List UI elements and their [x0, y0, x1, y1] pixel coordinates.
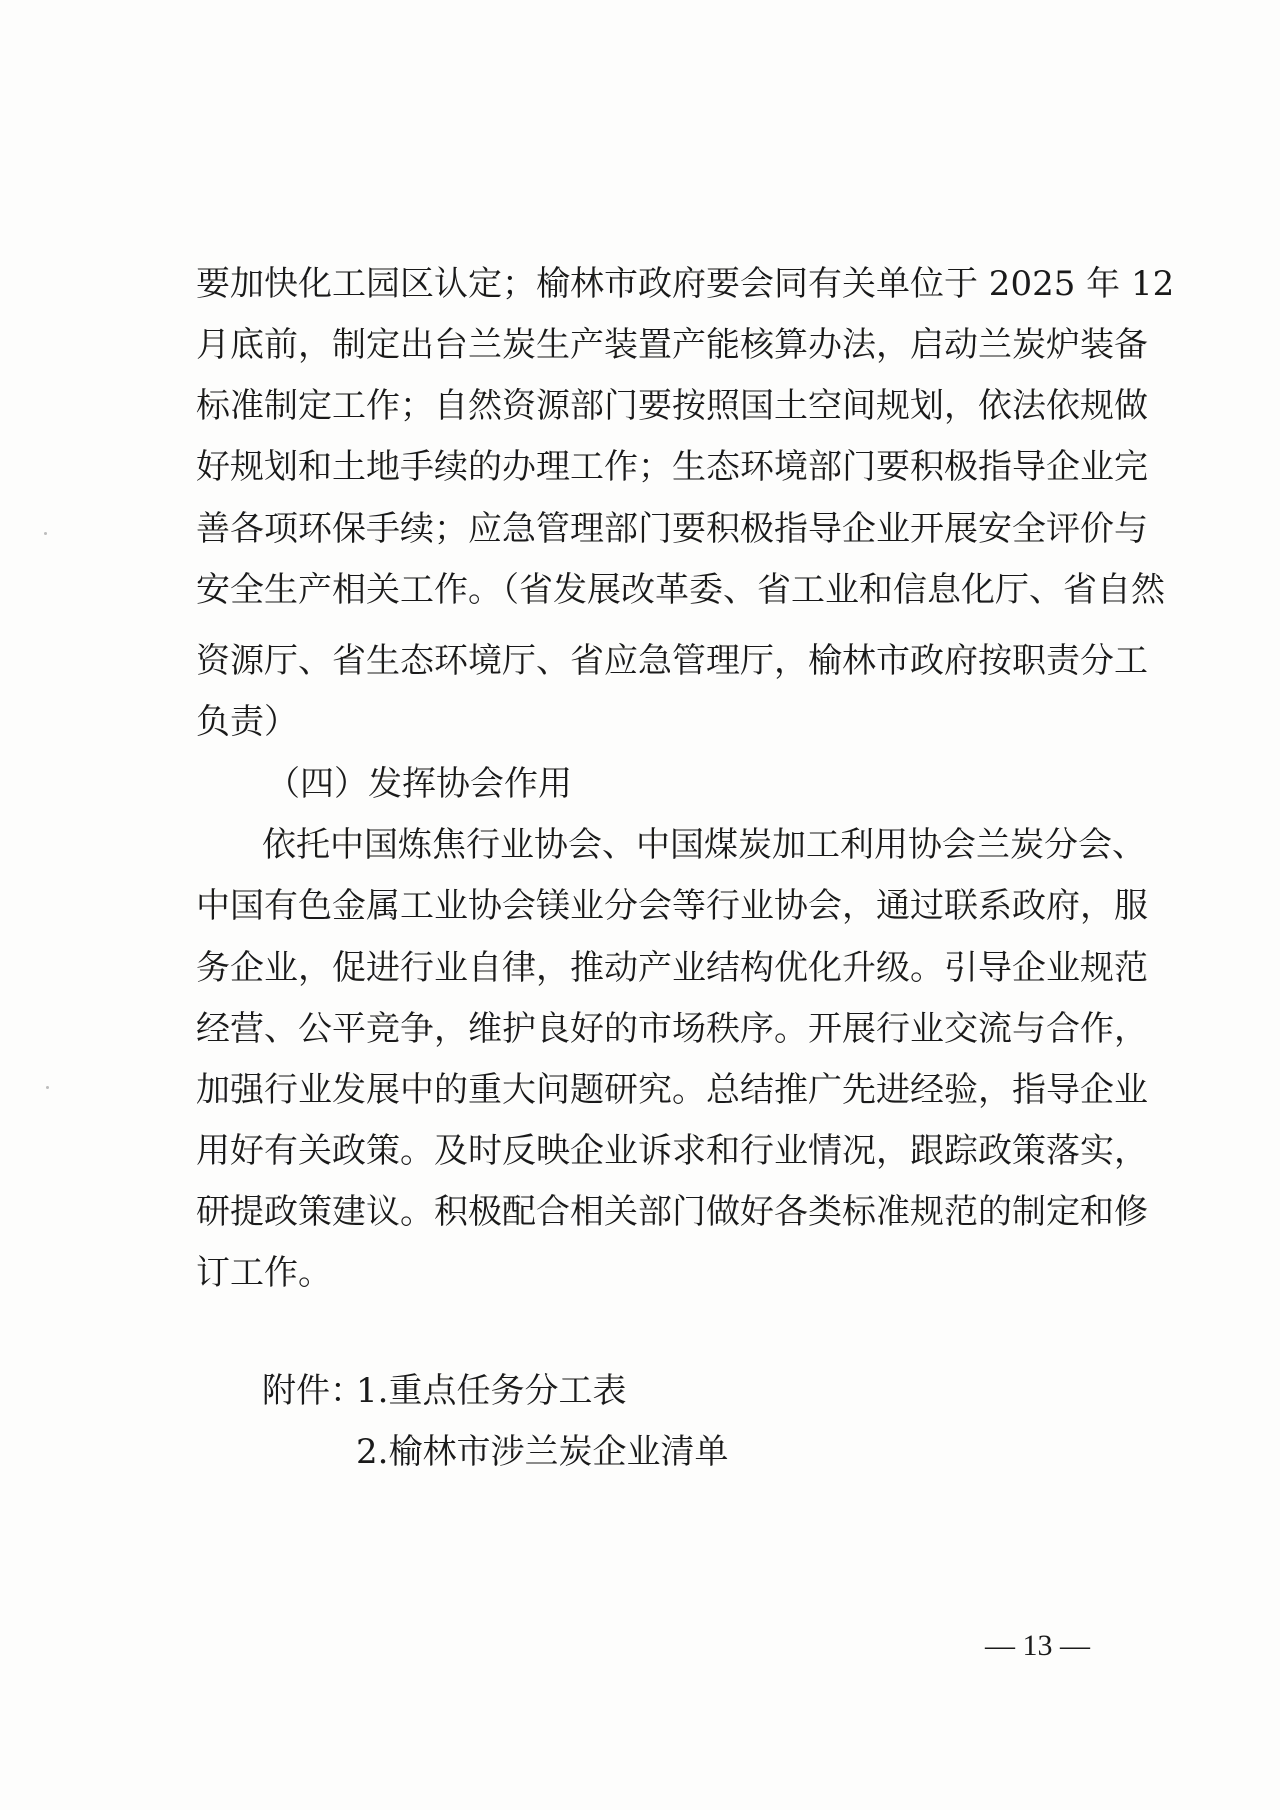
paragraph-line: 善各项环保手续；应急管理部门要积极指导企业开展安全评价与	[196, 509, 1148, 549]
paragraph-line: 务企业，促进行业自律，推动产业结构优化升级。引导企业规范	[196, 948, 1148, 988]
scan-speck	[44, 532, 47, 535]
paragraph-line: 加强行业发展中的重大问题研究。总结推广先进经验，指导企业	[196, 1070, 1148, 1110]
paragraph-line: 好规划和土地手续的办理工作；生态环境部门要积极指导企业完	[196, 447, 1148, 487]
paragraph-line: 订工作。	[196, 1253, 332, 1293]
attachment-item: 2.榆林市涉兰炭企业清单	[356, 1432, 729, 1472]
attachments-label: 附件：	[262, 1371, 364, 1411]
paragraph-line: 标准制定工作；自然资源部门要按照国土空间规划，依法依规做	[196, 386, 1148, 426]
paragraph-line: 经营、公平竞争，维护良好的市场秩序。开展行业交流与合作，	[196, 1009, 1148, 1049]
paragraph-line: 要加快化工园区认定；榆林市政府要会同有关单位于 2025 年 12	[196, 264, 1175, 304]
scan-speck	[46, 1086, 49, 1089]
paragraph-line: 中国有色金属工业协会镁业分会等行业协会，通过联系政府，服	[196, 886, 1148, 926]
paragraph-line: 月底前，制定出台兰炭生产装置产能核算办法，启动兰炭炉装备	[196, 325, 1148, 365]
paragraph-line: 依托中国炼焦行业协会、中国煤炭加工利用协会兰炭分会、	[262, 825, 1146, 865]
paragraph-line: 资源厅、省生态环境厅、省应急管理厅，榆林市政府按职责分工	[196, 641, 1148, 681]
paragraph-line: 安全生产相关工作。（省发展改革委、省工业和信息化厅、省自然	[196, 570, 1165, 610]
page-number: — 13 —	[985, 1629, 1090, 1662]
attachment-item: 1.重点任务分工表	[356, 1371, 627, 1411]
paragraph-line: 负责）	[196, 702, 298, 742]
section-heading: （四）发挥协会作用	[266, 764, 572, 804]
paragraph-line: 研提政策建议。积极配合相关部门做好各类标准规范的制定和修	[196, 1192, 1148, 1232]
paragraph-line: 用好有关政策。及时反映企业诉求和行业情况，跟踪政策落实，	[196, 1131, 1148, 1171]
